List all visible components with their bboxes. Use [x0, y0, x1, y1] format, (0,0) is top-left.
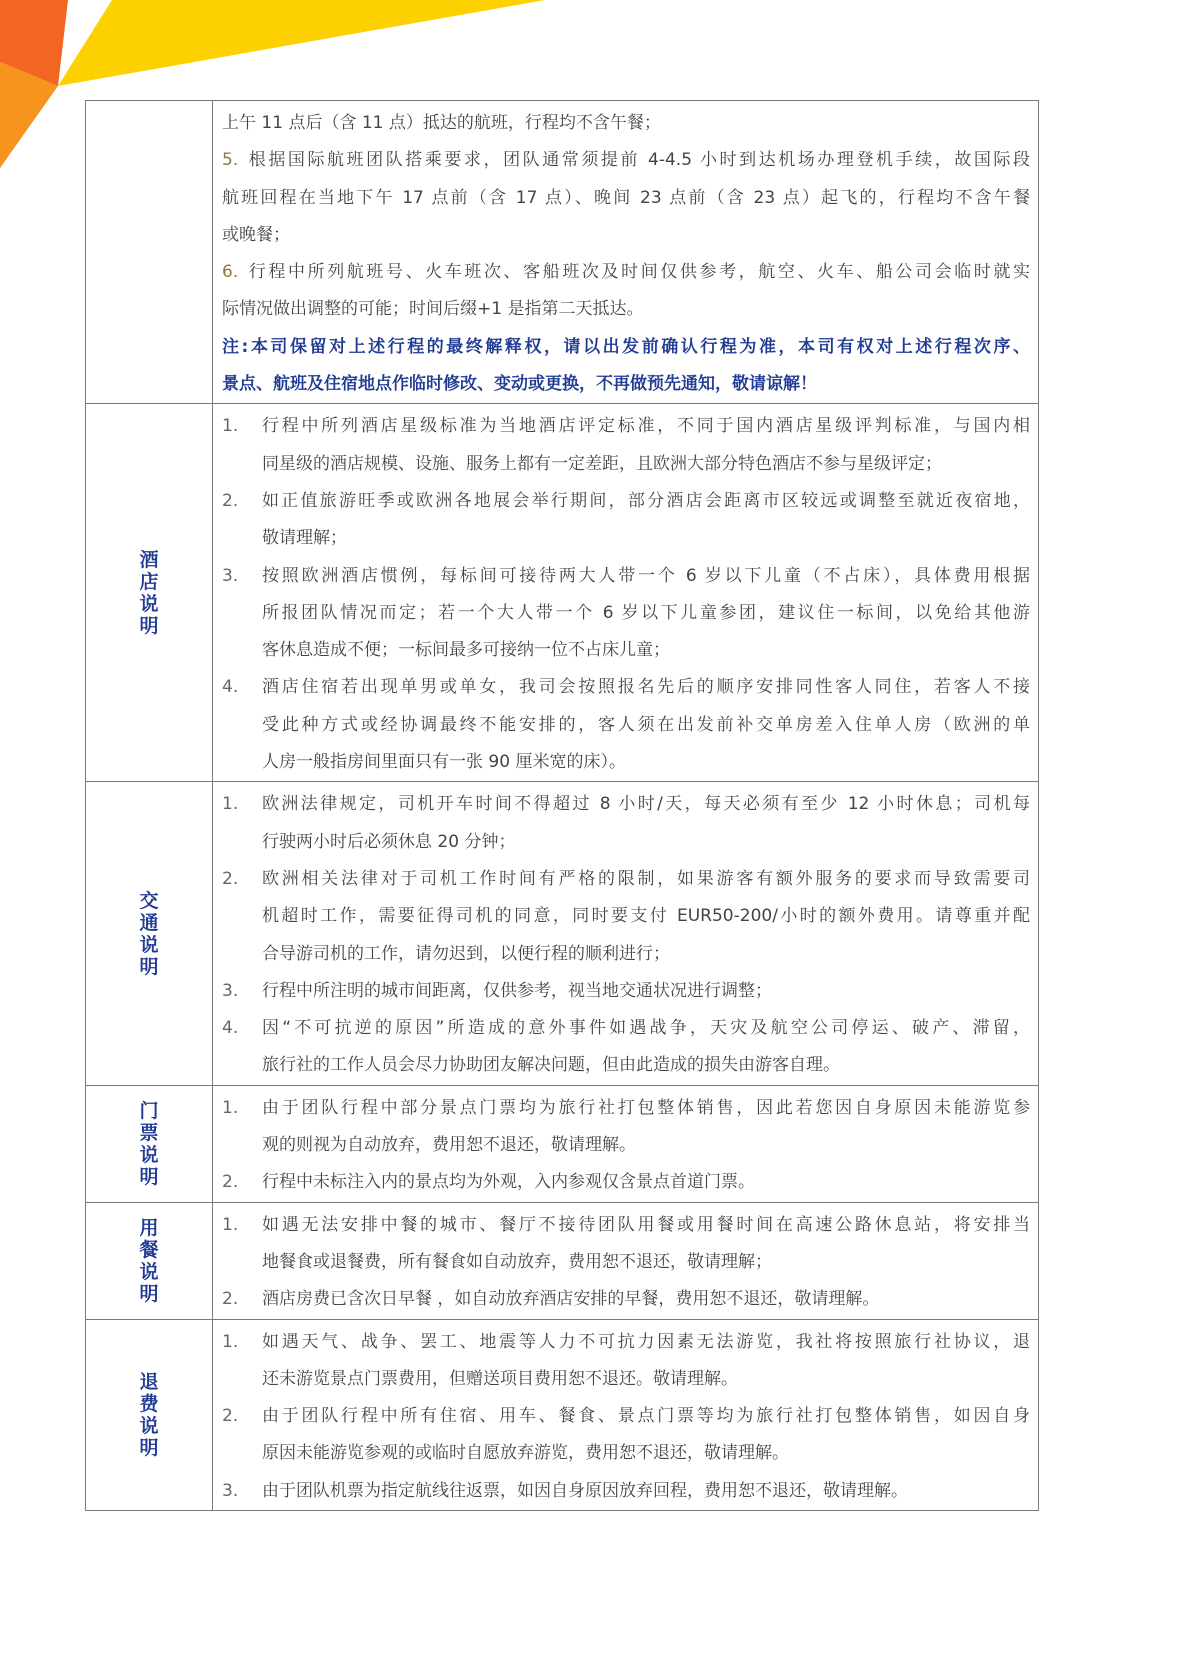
list-item: [222, 1324, 1030, 1399]
line-text: 根据国际航班团队搭乘要求，团队通常须提前 4-4.5 小时到达机场办理登机手续，故国际段: [246, 150, 1030, 171]
row-content-cell: [213, 101, 1039, 404]
row-label-cell: [86, 101, 213, 404]
text-line: [222, 408, 1030, 445]
line-text: 如遇天气、战争、罢工、地震等人力不可抗力因素无法游览，我社将按照旅行社协议，退: [262, 1331, 1030, 1352]
text-line: [222, 786, 1030, 823]
list-item: [222, 142, 1030, 254]
line-text: 观的则视为自动放弃，费用恕不退还，敬请理解。: [262, 1135, 636, 1156]
list-item: [222, 408, 1030, 483]
line-text: 合导游司机的工作，请勿迟到，以便行程的顺利进行；: [262, 943, 670, 964]
text-line: [222, 329, 1030, 366]
line-text: 注:本司保留对上述行程的最终解释权，请以出发前确认行程为准，本司有权对上述行程次序、: [222, 336, 1030, 357]
disclaimer-note: [222, 329, 1030, 404]
line-text: 因“不可抗逆的原因”所造成的意外事件如遇战争，天灾及航空公司停运、破产、滞留，: [262, 1018, 1030, 1039]
item-number: 3.: [222, 565, 239, 586]
item-number: 1.: [222, 416, 239, 437]
text-line: [222, 1047, 1030, 1084]
list-item: [222, 1090, 1030, 1165]
item-number: 6.: [222, 262, 239, 283]
text-line: [222, 1398, 1030, 1435]
table-row: [86, 1319, 1039, 1510]
text-line: [222, 366, 1030, 403]
line-text: 所报团队情况而定；若一个大人带一个 6 岁以下儿童参团，建议住一标间，以免给其他游: [262, 602, 1030, 623]
text-line: [222, 669, 1030, 706]
row-label: 酒店说明: [139, 548, 159, 637]
text-line: [222, 1244, 1030, 1281]
row-label: 门票说明: [139, 1099, 159, 1188]
item-number: 2.: [222, 1172, 239, 1193]
text-line: [222, 217, 1030, 254]
text-line: [222, 291, 1030, 328]
table-row: [86, 1202, 1039, 1319]
row-label: 用餐说明: [139, 1216, 159, 1305]
item-number: 2.: [222, 868, 239, 889]
line-text: 由于团队机票为指定航线往返票，如因自身原因放弃回程，费用恕不退还，敬请理解。: [262, 1480, 908, 1501]
item-number: 3.: [222, 1480, 239, 1501]
text-line: [222, 936, 1030, 973]
text-line: [222, 898, 1030, 935]
table-row: [86, 404, 1039, 782]
item-number: 3.: [222, 980, 239, 1001]
list-item: [222, 1207, 1030, 1282]
text-line: [222, 632, 1030, 669]
deco-yellow: [58, 0, 545, 86]
row-label-cell: [86, 404, 213, 782]
text-line: [222, 254, 1030, 291]
item-number: 4.: [222, 677, 239, 698]
list-item: [222, 861, 1030, 973]
item-number: 1.: [222, 1214, 239, 1235]
table-row: [86, 101, 1039, 404]
list-item: [222, 1010, 1030, 1085]
text-line: [222, 1324, 1030, 1361]
list-item: [222, 105, 1030, 142]
line-text: 行程中所列航班号、火车班次、客船班次及时间仅供参考，航空、火车、船公司会临时就实: [246, 262, 1030, 283]
text-line: [222, 1207, 1030, 1244]
text-line: [222, 824, 1030, 861]
row-content-cell: [213, 404, 1039, 782]
line-text: 由于团队行程中部分景点门票均为旅行社打包整体销售，因此若您因自身原因未能游览参: [262, 1097, 1030, 1118]
table-row: [86, 1085, 1039, 1202]
item-number: 1.: [222, 1331, 239, 1352]
text-line: [222, 1473, 1030, 1510]
line-text: 欧洲法律规定，司机开车时间不得超过 8 小时/天，每天必须有至少 12 小时休息；司机每: [262, 794, 1030, 815]
line-text: 航班回程在当地下午 17 点前（含 17 点）、晚间 23 点前（含 23 点）起飞的，行程均不含午餐: [222, 187, 1030, 208]
line-text: 酒店住宿若出现单男或单女，我司会按照报名先后的顺序安排同性客人同住，若客人不接: [262, 677, 1030, 698]
item-number: 4.: [222, 1018, 239, 1039]
list-item: [222, 1473, 1030, 1510]
text-line: [222, 1164, 1030, 1201]
text-line: [222, 973, 1030, 1010]
text-line: [222, 446, 1030, 483]
list-item: [222, 1164, 1030, 1201]
row-label-cell: [86, 1319, 213, 1510]
list-item: [222, 1398, 1030, 1473]
text-line: [222, 1281, 1030, 1318]
text-line: [222, 1127, 1030, 1164]
line-text: 或晚餐；: [222, 224, 290, 245]
line-text: 酒店房费已含次日早餐 ，如自动放弃酒店安排的早餐，费用恕不退还，敬请理解。: [262, 1289, 880, 1310]
line-text: 景点、航班及住宿地点作临时修改、变动或更换，不再做预先通知，敬请谅解！: [222, 374, 817, 395]
line-text: 如正值旅游旺季或欧洲各地展会举行期间，部分酒店会距离市区较远或调整至就近夜宿地，: [262, 490, 1030, 511]
row-content-cell: [213, 1202, 1039, 1319]
line-text: 旅行社的工作人员会尽力协助团友解决问题，但由此造成的损失由游客自理。: [262, 1055, 840, 1076]
text-line: [222, 558, 1030, 595]
line-text: 由于团队行程中所有住宿、用车、餐食、景点门票等均为旅行社打包整体销售，如因自身: [262, 1406, 1030, 1427]
text-line: [222, 595, 1030, 632]
item-number: 2.: [222, 490, 239, 511]
row-content-cell: [213, 1319, 1039, 1510]
line-text: 按照欧洲酒店惯例，每标间可接待两大人带一个 6 岁以下儿童（不占床），具体费用根据: [262, 565, 1030, 586]
line-text: 受此种方式或经协调最终不能安排的，客人须在出发前补交单房差入住单人房（欧洲的单: [262, 714, 1030, 735]
line-text: 敬请理解；: [262, 528, 347, 549]
row-content-cell: [213, 1085, 1039, 1202]
text-line: [222, 744, 1030, 781]
text-line: [222, 142, 1030, 179]
text-line: [222, 1435, 1030, 1472]
list-item: [222, 483, 1030, 558]
line-text: 如遇无法安排中餐的城市、餐厅不接待团队用餐或用餐时间在高速公路休息站，将安排当: [262, 1214, 1030, 1235]
text-line: [222, 1010, 1030, 1047]
text-line: [222, 1361, 1030, 1398]
line-text: 客休息造成不便；一标间最多可接纳一位不占床儿童；: [262, 640, 670, 661]
line-text: 人房一般指房间里面只有一张 90 厘米宽的床）。: [262, 752, 626, 773]
line-text: 际情况做出调整的可能；时间后缀+1 是指第二天抵达。: [222, 299, 644, 320]
text-line: [222, 861, 1030, 898]
item-number: 1.: [222, 794, 239, 815]
line-text: 地餐食或退餐费，所有餐食如自动放弃，费用恕不退还，敬请理解；: [262, 1251, 772, 1272]
item-number: 1.: [222, 1097, 239, 1118]
line-text: 还未游览景点门票费用，但赠送项目费用恕不退还。敬请理解。: [262, 1368, 738, 1389]
row-content-cell: [213, 782, 1039, 1085]
line-text: 行程中所列酒店星级标准为当地酒店评定标准，不同于国内酒店星级评判标准，与国内相: [262, 416, 1030, 437]
line-text: 同星级的酒店规模、设施、服务上都有一定差距，且欧洲大部分特色酒店不参与星级评定；: [262, 453, 942, 474]
item-number: 5.: [222, 150, 239, 171]
row-label-cell: [86, 782, 213, 1085]
list-item: [222, 669, 1030, 781]
text-line: [222, 707, 1030, 744]
row-label-cell: [86, 1202, 213, 1319]
line-text: 欧洲相关法律对于司机工作时间有严格的限制，如果游客有额外服务的要求而导致需要司: [262, 868, 1030, 889]
list-item: [222, 1281, 1030, 1318]
line-text: 行程中未标注入内的景点均为外观，入内参观仅含景点首道门票。: [262, 1172, 755, 1193]
text-line: [222, 105, 1030, 142]
line-text: 原因未能游览参观的或临时自愿放弃游览，费用恕不退还，敬请理解。: [262, 1443, 789, 1464]
row-label: 退费说明: [139, 1370, 159, 1459]
list-item: [222, 558, 1030, 670]
text-line: [222, 1090, 1030, 1127]
row-label: 交通说明: [139, 889, 159, 978]
line-text: 行驶两小时后必须休息 20 分钟；: [262, 831, 516, 852]
item-number: 2.: [222, 1289, 239, 1310]
text-line: [222, 180, 1030, 217]
notes-table: [85, 100, 1039, 1511]
line-text: 机超时工作，需要征得司机的同意，同时要支付 EUR50-200/小时的额外费用。请尊重并配: [262, 906, 1030, 927]
list-item: [222, 254, 1030, 329]
line-text: 上午 11 点后（含 11 点）抵达的航班，行程均不含午餐；: [222, 113, 661, 133]
text-line: [222, 483, 1030, 520]
row-label-cell: [86, 1085, 213, 1202]
item-number: 2.: [222, 1406, 239, 1427]
list-item: [222, 786, 1030, 861]
list-item: [222, 973, 1030, 1010]
line-text: 行程中所注明的城市间距离，仅供参考，视当地交通状况进行调整；: [262, 980, 772, 1001]
table-row: [86, 782, 1039, 1085]
text-line: [222, 520, 1030, 557]
